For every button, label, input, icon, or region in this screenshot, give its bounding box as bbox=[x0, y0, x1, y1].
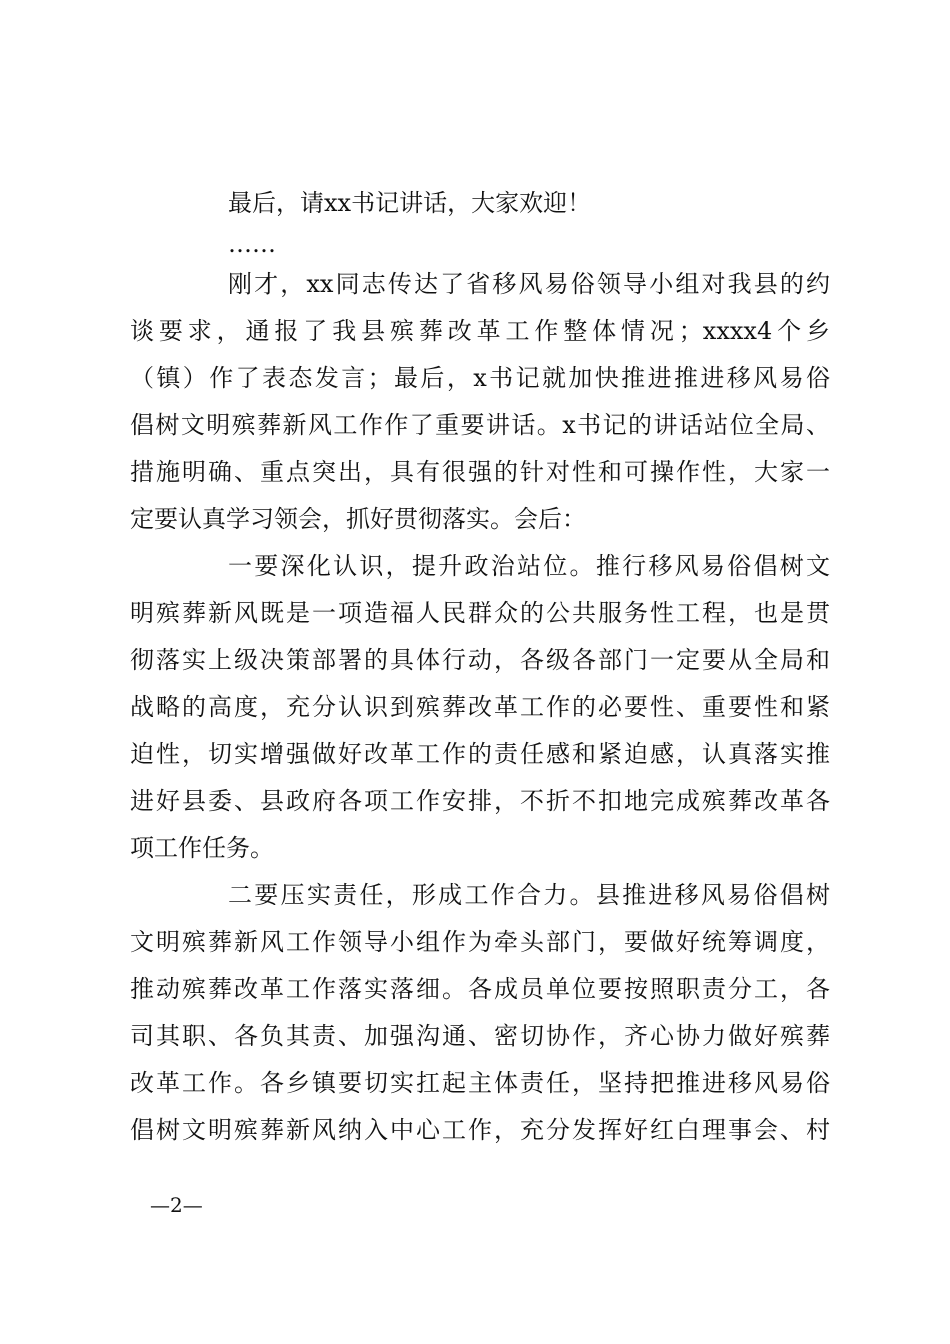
paragraph-line: 二要压实责任，形成工作合力。县推进移风易俗倡树 bbox=[228, 881, 830, 909]
paragraph-line: 战略的高度，充分认识到殡葬改革工作的必要性、重要性和紧 bbox=[130, 693, 830, 721]
ellipsis-line: …… bbox=[228, 230, 276, 258]
paragraph-line: 改革工作。各乡镇要切实扛起主体责任，坚持把推进移风易俗 bbox=[130, 1069, 830, 1097]
paragraph-line: 谈要求，通报了我县殡葬改革工作整体情况；xxxx4个乡 bbox=[130, 317, 830, 345]
paragraph-line: 倡树文明殡葬新风纳入中心工作，充分发挥好红白理事会、村 bbox=[130, 1116, 830, 1144]
paragraph-line: 彻落实上级决策部署的具体行动，各级各部门一定要从全局和 bbox=[130, 646, 830, 674]
paragraph-line: 一要深化认识，提升政治站位。推行移风易俗倡树文 bbox=[228, 552, 830, 580]
paragraph-line: 刚才，xx同志传达了省移风易俗领导小组对我县的约 bbox=[228, 270, 830, 298]
paragraph-line: 司其职、各负其责、加强沟通、密切协作，齐心协力做好殡葬 bbox=[130, 1022, 830, 1050]
document-body bbox=[130, 180, 830, 1154]
paragraph-line: 措施明确、重点突出，具有很强的针对性和可操作性，大家一 bbox=[130, 458, 830, 486]
paragraph-line: 迫性，切实增强做好改革工作的责任感和紧迫感，认真落实推 bbox=[130, 740, 830, 768]
paragraph-line: 倡树文明殡葬新风工作作了重要讲话。x书记的讲话站位全局、 bbox=[130, 411, 830, 439]
paragraph-line: 进好县委、县政府各项工作安排，不折不扣地完成殡葬改革各 bbox=[130, 787, 830, 815]
paragraph-line: 定要认真学习领会，抓好贯彻落实。会后： bbox=[130, 505, 586, 533]
paragraph-line: 明殡葬新风既是一项造福人民群众的公共服务性工程，也是贯 bbox=[130, 599, 830, 627]
page-number: —2— bbox=[150, 1193, 203, 1217]
closing-line: 最后，请xx书记讲话，大家欢迎！ bbox=[228, 189, 592, 217]
paragraph-line: （镇）作了表态发言；最后，x书记就加快推进推进移风易俗 bbox=[130, 364, 830, 392]
paragraph-line: 项工作任务。 bbox=[130, 834, 274, 862]
paragraph-line: 文明殡葬新风工作领导小组作为牵头部门，要做好统筹调度， bbox=[130, 928, 830, 956]
paragraph-line: 推动殡葬改革工作落实落细。各成员单位要按照职责分工，各 bbox=[130, 975, 830, 1003]
